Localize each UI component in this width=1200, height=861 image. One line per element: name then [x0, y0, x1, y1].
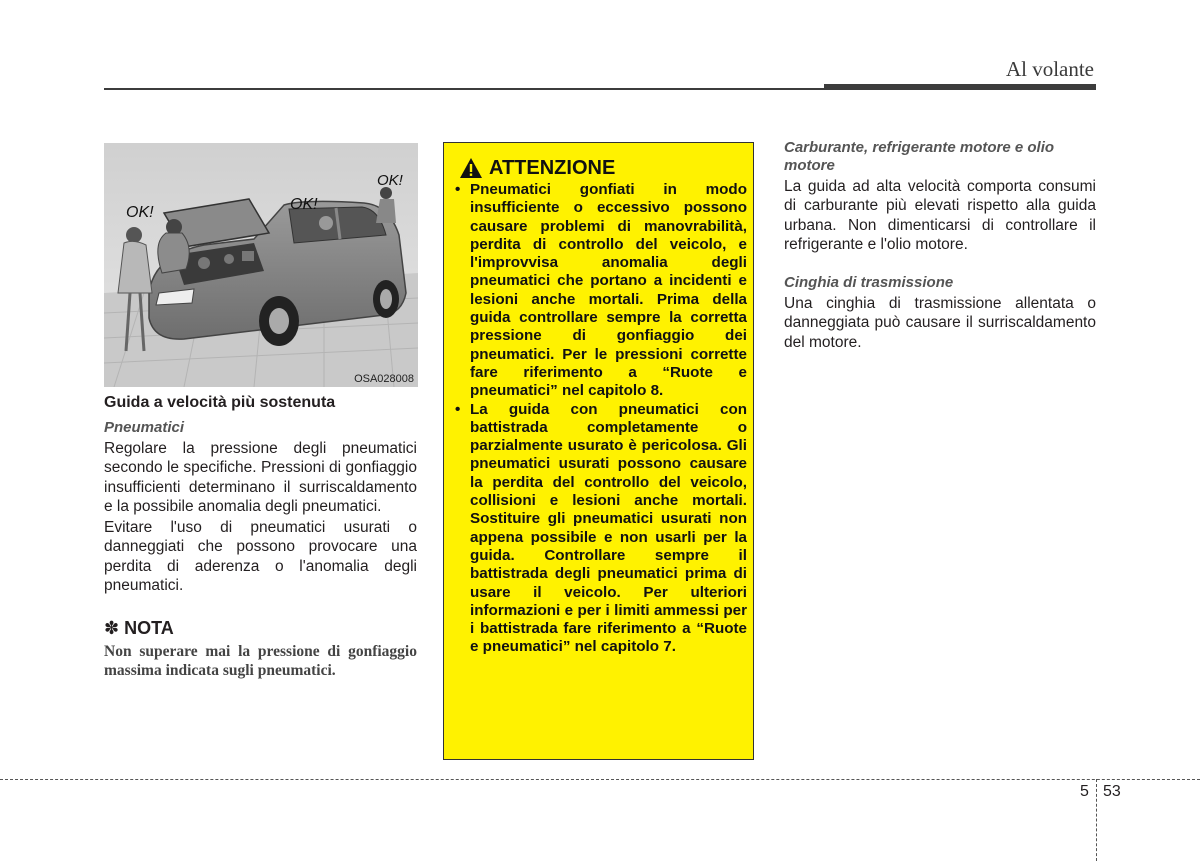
paragraph: Una cinghia di trasmissione allentata o danneggiata può causare il surriscaldamento del motore.	[784, 295, 1096, 351]
footer-divider	[0, 779, 1200, 780]
note-text: Non superare mai la pressione di gonfiaggio massima indicata sugli pneumatici.	[104, 643, 417, 680]
figure-code: OSA028008	[354, 373, 414, 385]
ok-label: OK!	[377, 172, 403, 189]
header-rule-accent	[824, 84, 1096, 90]
paragraph: Evitare l'uso di pneumatici usurati o danneggiati che possono provocare una perdita di aderenza o l'anomalia degli pneumatici.	[104, 519, 417, 595]
warning-box	[443, 142, 754, 760]
warning-item	[455, 401, 747, 657]
footer-divider-vertical	[1096, 779, 1097, 861]
warning-item-text: La guida con pneumatici con battistrada completamente o parzialmente usurato è pericolosa. Gli pneumatici usurati possono causare la perdita del controllo del veicolo, collisioni e lesioni anche mortali. Sostituire gli pneumatici usurati non appena possibile e non usarli per la guida. Controllare sempre il battistrada degli pneumatici prima di usare il veicolo. Per ulteriori informazioni e per i limiti ammessi per i battistrada fare riferimento a “Ruote e pneumatici” nel capitolo 7.	[470, 400, 747, 656]
ok-label: OK!	[290, 196, 318, 213]
paragraph: La guida ad alta velocità comporta consumi di carburante più elevati rispetto alla guida urbana. Non dimenticarsi di controllare il refrigerante e l'olio motore.	[784, 178, 1096, 253]
warning-triangle-icon	[459, 157, 483, 179]
section-title: Guida a velocità più sostenuta	[104, 394, 336, 411]
bullet: •	[455, 181, 461, 198]
subsection-title: Cinghia di trasmissione	[784, 274, 954, 292]
car-drawing	[104, 143, 418, 387]
warning-item	[455, 181, 747, 401]
right-column	[784, 139, 1096, 352]
warning-header	[459, 155, 615, 181]
car-illustration	[104, 143, 418, 387]
warning-title: ATTENZIONE	[489, 156, 616, 179]
note-title: ✽ NOTA	[104, 618, 174, 639]
warning-item-text: Pneumatici gonfiati in modo insufficiente o eccessivo possono causare problemi di manovrabilità, perdita di controllo del veicolo, e l'improvvisa anomalia degli pneumatici che portano a incidenti e lesioni anche mortali. Prima della guida controllare sempre la corretta pressione di gonfiaggio dei pneumatici. Per le pressioni corrette fare riferimento a “Ruote e pneumatici” nel capitolo 8.	[470, 181, 747, 400]
subsection-title: Pneumatici	[104, 419, 185, 436]
page-number: 53	[1103, 783, 1121, 800]
bullet: •	[455, 400, 461, 418]
warning-list	[455, 181, 747, 657]
chapter-number: 5	[1080, 783, 1089, 800]
page-header-title: Al volante	[1005, 57, 1094, 81]
paragraph: Regolare la pressione degli pneumatici secondo le specifiche. Pressioni di gonfiaggio insufficienti determinano il surriscaldamento e la possibile anomalia degli pneumatici.	[104, 440, 417, 515]
left-column	[104, 393, 417, 680]
ok-label: OK!	[126, 204, 154, 221]
subsection-title: Carburante, refrigerante motore e olio motore	[784, 139, 1055, 174]
